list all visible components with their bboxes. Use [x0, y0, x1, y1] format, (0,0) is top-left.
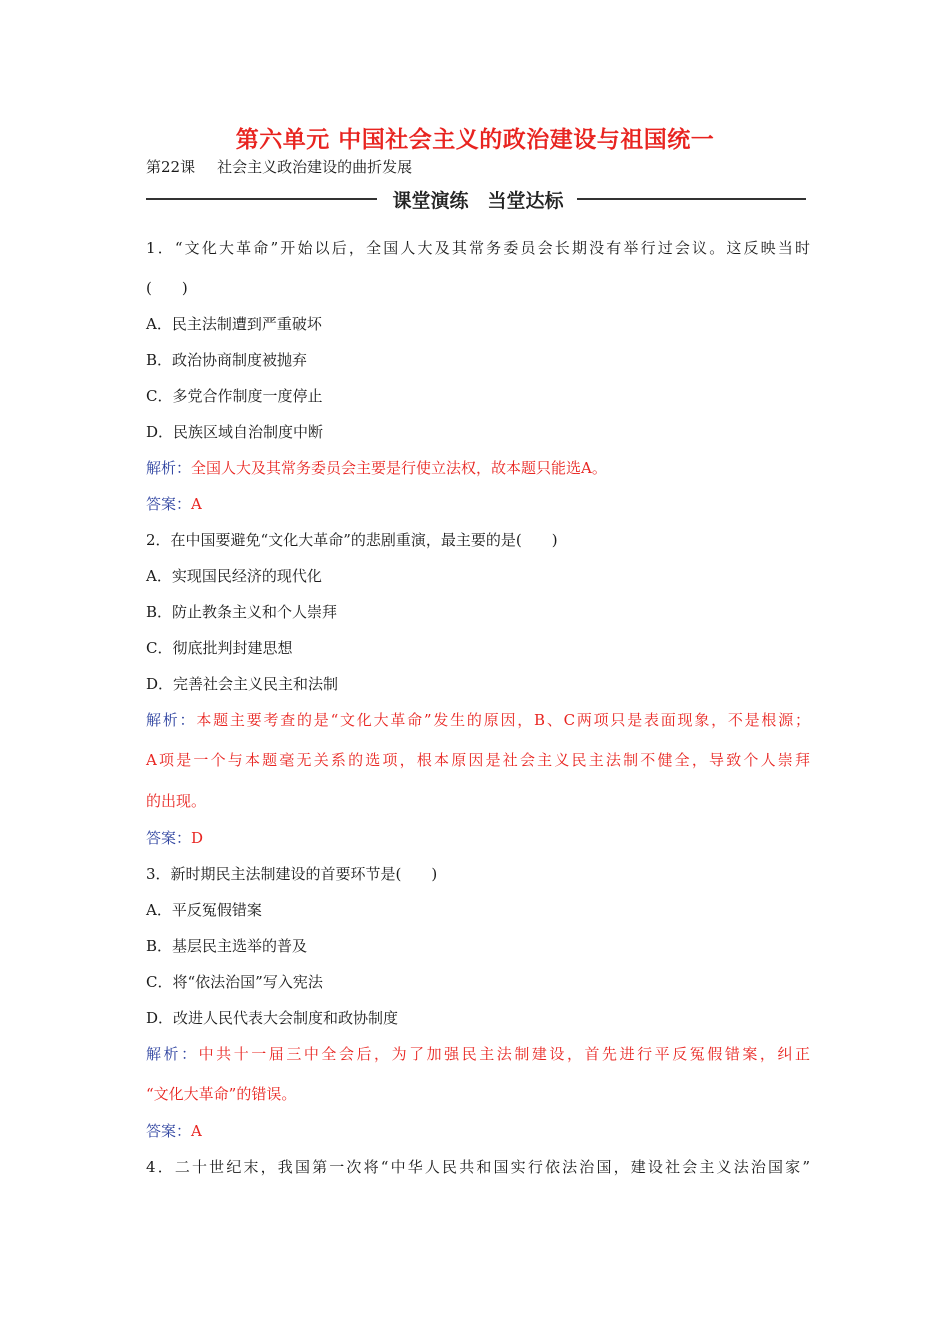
answer-label: 答案： [146, 495, 192, 513]
analysis-text-line-2: A项是一个与本题毫无关系的选项，根本原因是社会主义民主法制不健全，导致个人崇拜 [146, 751, 810, 769]
question-2-stem: 2．在中国要避免“文化大革命”的悲剧重演，最主要的是( ) [146, 531, 558, 549]
section-rule-right [577, 198, 806, 200]
analysis-text-line-1: 中共十一届三中全会后，为了加强民主法制建设，首先进行平反冤假错案，纠正 [198, 1045, 810, 1063]
question-2-answer [146, 828, 203, 848]
section-banner [146, 186, 806, 212]
question-2-analysis [146, 710, 810, 730]
lesson-title: 社会主义政治建设的曲折发展 [217, 158, 413, 176]
question-1-answer [146, 494, 202, 514]
question-1-option-d: D．民族区域自治制度中断 [146, 423, 324, 441]
question-1-stem: 1．“文化大革命”开始以后，全国人大及其常务委员会长期没有举行过会议。这反映当时 [146, 239, 810, 257]
answer-value: A [191, 1122, 202, 1140]
lesson-heading [146, 156, 412, 177]
question-1-option-c: C．多党合作制度一度停止 [146, 387, 323, 405]
analysis-label: 解析： [146, 1045, 199, 1063]
question-3-analysis [146, 1044, 810, 1064]
question-2-option-c: C．彻底批判封建思想 [146, 639, 293, 657]
answer-label: 答案： [146, 1122, 192, 1140]
question-3-option-d: D．改进人民代表大会制度和政协制度 [146, 1009, 399, 1027]
section-rule-left [146, 198, 377, 200]
question-3-option-c: C．将“依法治国”写入宪法 [146, 973, 323, 991]
unit-title: 第六单元 中国社会主义的政治建设与祖国统一 [235, 127, 715, 153]
question-2-option-a: A．实现国民经济的现代化 [146, 567, 322, 585]
question-2-option-d: D．完善社会主义民主和法制 [146, 675, 339, 693]
analysis-text-line-2: “文化大革命”的错误。 [146, 1085, 297, 1103]
analysis-text-line-3: 的出现。 [146, 792, 207, 810]
question-4-stem: 4．二十世纪末，我国第一次将“中华人民共和国实行依法治国，建设社会主义法治国家” [146, 1158, 810, 1176]
question-1-option-b: B．政治协商制度被抛弃 [146, 351, 308, 369]
section-title: 课堂演练 当堂达标 [392, 190, 564, 212]
question-2-option-b: B．防止教条主义和个人崇拜 [146, 603, 338, 621]
analysis-text: 全国人大及其常务委员会主要是行使立法权，故本题只能选A。 [191, 459, 607, 477]
question-3-answer [146, 1121, 202, 1141]
question-1-analysis [146, 458, 607, 478]
question-3-option-a: A．平反冤假错案 [146, 901, 262, 919]
lesson-number: 第22课 [146, 158, 196, 176]
analysis-label: 解析： [146, 459, 192, 477]
answer-value: D [191, 829, 204, 847]
answer-value: A [191, 495, 202, 513]
question-1-stem-cont: ( ) [146, 279, 188, 297]
answer-label: 答案： [146, 829, 192, 847]
analysis-label: 解析： [146, 711, 197, 729]
question-1-option-a: A．民主法制遭到严重破坏 [146, 315, 322, 333]
question-3-stem: 3．新时期民主法制建设的首要环节是( ) [146, 865, 438, 883]
question-3-option-b: B．基层民主选举的普及 [146, 937, 308, 955]
analysis-text-line-1: 本题主要考查的是“文化大革命”发生的原因，B、C两项只是表面现象，不是根源； [196, 711, 810, 729]
